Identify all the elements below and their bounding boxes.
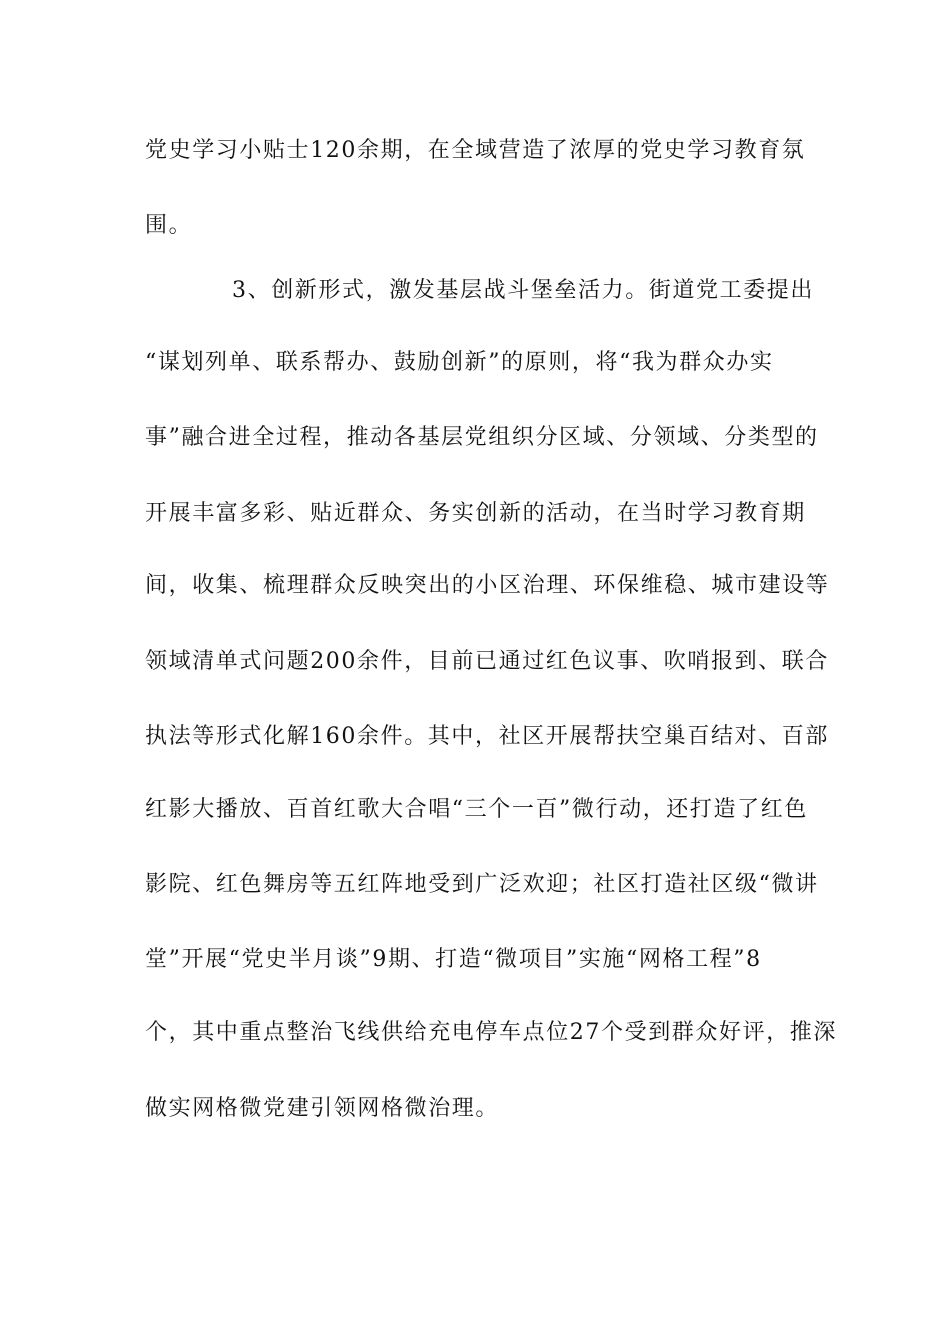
text-line-2: 围。 — [145, 213, 193, 238]
text-line-6: 开展丰富多彩、贴近群众、务实创新的活动，在当时学习教育期 — [145, 501, 806, 526]
text-line-8: 领域清单式问题200余件，目前已通过红色议事、吹哨报到、联合 — [145, 649, 829, 674]
section-heading-line: 3、创新形式，激发基层战斗堡垒活力。街道党工委提出 — [232, 278, 814, 303]
text-line-12: 堂”开展“党史半月谈”9期、打造“微项目”实施“网格工程”8 — [145, 947, 762, 972]
text-line-7: 间，收集、梳理群众反映突出的小区治理、环保维稳、城市建设等 — [145, 573, 830, 598]
text-line-5: 事”融合进全过程，推动各基层党组织分区域、分领域、分类型的 — [145, 425, 819, 450]
text-line-1: 党史学习小贴士120余期，在全域营造了浓厚的党史学习教育氛 — [145, 138, 806, 163]
text-line-14: 做实网格微党建引领网格微治理。 — [145, 1096, 500, 1121]
text-line-4: “谋划列单、联系帮办、鼓励创新”的原则，将“我为群众办实 — [145, 350, 774, 375]
text-line-11: 影院、红色舞房等五红阵地受到广泛欢迎；社区打造社区级“微讲 — [145, 872, 819, 897]
text-line-9: 执法等形式化解160余件。其中，社区开展帮扶空巢百结对、百部 — [145, 724, 829, 749]
text-line-13: 个，其中重点整治飞线供给充电停车点位27个受到群众好评，推深 — [145, 1020, 837, 1045]
text-line-10: 红影大播放、百首红歌大合唱“三个一百”微行动，还打造了红色 — [145, 797, 808, 822]
